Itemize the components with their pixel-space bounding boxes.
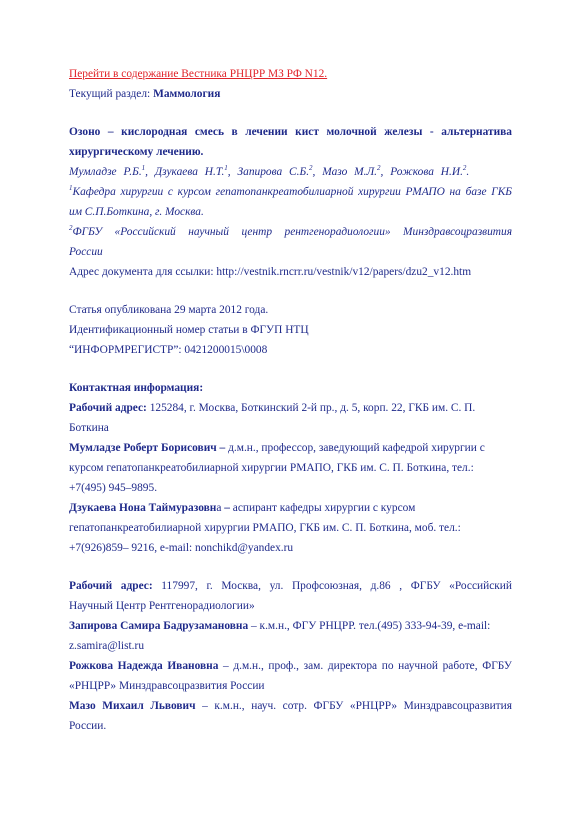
contact-dzukaeva: Дзукаева Нона Таймуразовна – аспирант кафедры хирургии с курсом xyxy=(69,502,416,514)
address-label: Адрес документа для ссылки: xyxy=(69,266,217,278)
work-address-1-line1: Рабочий адрес: 125284, г. Москва, Боткинский 2-й пр., д. 5, корп. 22, ГКБ им. С. П. xyxy=(69,402,476,414)
current-section xyxy=(69,84,512,104)
contacts-heading: Контактная информация: xyxy=(69,382,204,394)
contact-name: Дзукаева Нона Таймуразовн xyxy=(69,502,217,514)
contact-mazo-line2: России. xyxy=(69,720,107,732)
affiliation-2-line2: России xyxy=(69,246,103,258)
section-label: Текущий раздел: xyxy=(69,88,154,100)
work-address-2-line2: Научный Центр Рентгенорадиологии» xyxy=(69,600,255,612)
work-address-1-line2: Боткина xyxy=(69,422,109,434)
contact-mumladze-line2: курсом гепатопанкреатобилиарной хирургии РМАПО, ГКБ им. С. П. Боткина, тел.: xyxy=(69,462,474,474)
article-title-line1: Озоно – кислородная смесь в лечении кист молочной железы - альтернатива xyxy=(69,126,512,138)
contact-dzukaeva-line2: гепатопанкреатобилиарной хирургии РМАПО, ГКБ им. С. П. Боткина, моб. тел.: xyxy=(69,522,461,534)
author-sup: 1 xyxy=(224,164,228,173)
contact-mazo: Мазо Михаил Львович – к.м.н., науч. сотр. ФГБУ «РНЦРР» Минздравсоцразвития xyxy=(69,700,512,712)
author-name: Мумладзе Р.Б. xyxy=(69,166,142,178)
contact-name: Рожкова Надежда Ивановна xyxy=(69,660,219,672)
article-id-line2: “ИНФОРМРЕГИСТР”: 0421200015\0008 xyxy=(69,344,268,356)
publication-date: Статья опубликована 29 марта 2012 года. xyxy=(69,304,269,316)
contact-mumladze-line3: +7(495) 945–9895. xyxy=(69,482,158,494)
affiliation-1-line2: им С.П.Боткина, г. Москва. xyxy=(69,206,204,218)
contact-zapirova: Запирова Самира Бадрузамановна – к.м.н., ФГУ РНЦРР. тел.(495) 333-94-39, e-mail: xyxy=(69,620,491,632)
author-name: Дзукаева Н.Т. xyxy=(154,166,225,178)
author-sup: 2 xyxy=(462,164,467,173)
contents-link-line xyxy=(69,64,512,84)
contact-zapirova-line2: z.samira@list.ru xyxy=(69,640,145,652)
contact-mumladze: Мумладзе Роберт Борисович – д.м.н., профессор, заведующий кафедрой хирургии с xyxy=(69,442,485,454)
address-url[interactable]: http://vestnik.rncrr.ru/vestnik/v12/papers/dzu2_v12.htm xyxy=(216,266,472,278)
author-list: Мумладзе Р.Б.$^1$, Дзукаева Н.Т.$^1$, Запирова С.Б.$^2$, Мазо М.Л.$^2$, Рожкова Н.И.$^2$. xyxy=(69,164,470,178)
affiliation-2-line1: $^2$ФГБУ «Российский научный центр рентгенорадиологии» Минздравсоцразвития xyxy=(69,224,512,238)
affiliation-1-line1: $^1$Кафедра хирургии с курсом гепатопанкреатобилиарной хирургии РМАПО на базе ГКБ xyxy=(69,184,512,198)
document-content xyxy=(69,64,512,736)
contact-rozhkova: Рожкова Надежда Ивановна – д.м.н., проф., зам. директора по научной работе, ФГБУ xyxy=(69,660,512,672)
article-title-line2: хирургическому лечению. xyxy=(69,146,204,158)
author-sup: 2 xyxy=(309,164,313,173)
contents-link[interactable]: Перейти в содержание Вестника РНЦРР МЗ РФ N12. xyxy=(69,68,328,80)
contact-dzukaeva-line3: +7(926)859– 9216, e-mail: nonchikd@yandex.ru xyxy=(69,542,294,554)
contact-name: Запирова Самира Бадрузамановна xyxy=(69,620,249,632)
document-address xyxy=(69,262,512,282)
author-name: Рожкова Н.И. xyxy=(390,166,463,178)
author-sup: 1 xyxy=(141,164,146,173)
contact-name: Мазо Михаил Львович xyxy=(69,700,196,712)
author-name: Мазо М.Л. xyxy=(322,166,378,178)
author-name: Запирова С.Б. xyxy=(237,166,310,178)
section-value: Маммология xyxy=(153,88,221,100)
contact-rozhkova-line2: «РНЦРР» Минздравсоцразвития России xyxy=(69,680,265,692)
article-id-line1: Идентификационный номер статьи в ФГУП НТЦ xyxy=(69,324,309,336)
affiliation-sup: 1 xyxy=(69,184,73,193)
work-address-2-line1: Рабочий адрес: 117997, г. Москва, ул. Профсоюзная, д.86 , ФГБУ «Российский xyxy=(69,580,512,592)
contact-name: Мумладзе Роберт Борисович – xyxy=(69,442,229,454)
affiliation-sup: 2 xyxy=(69,224,73,233)
author-sup: 2 xyxy=(377,164,381,173)
